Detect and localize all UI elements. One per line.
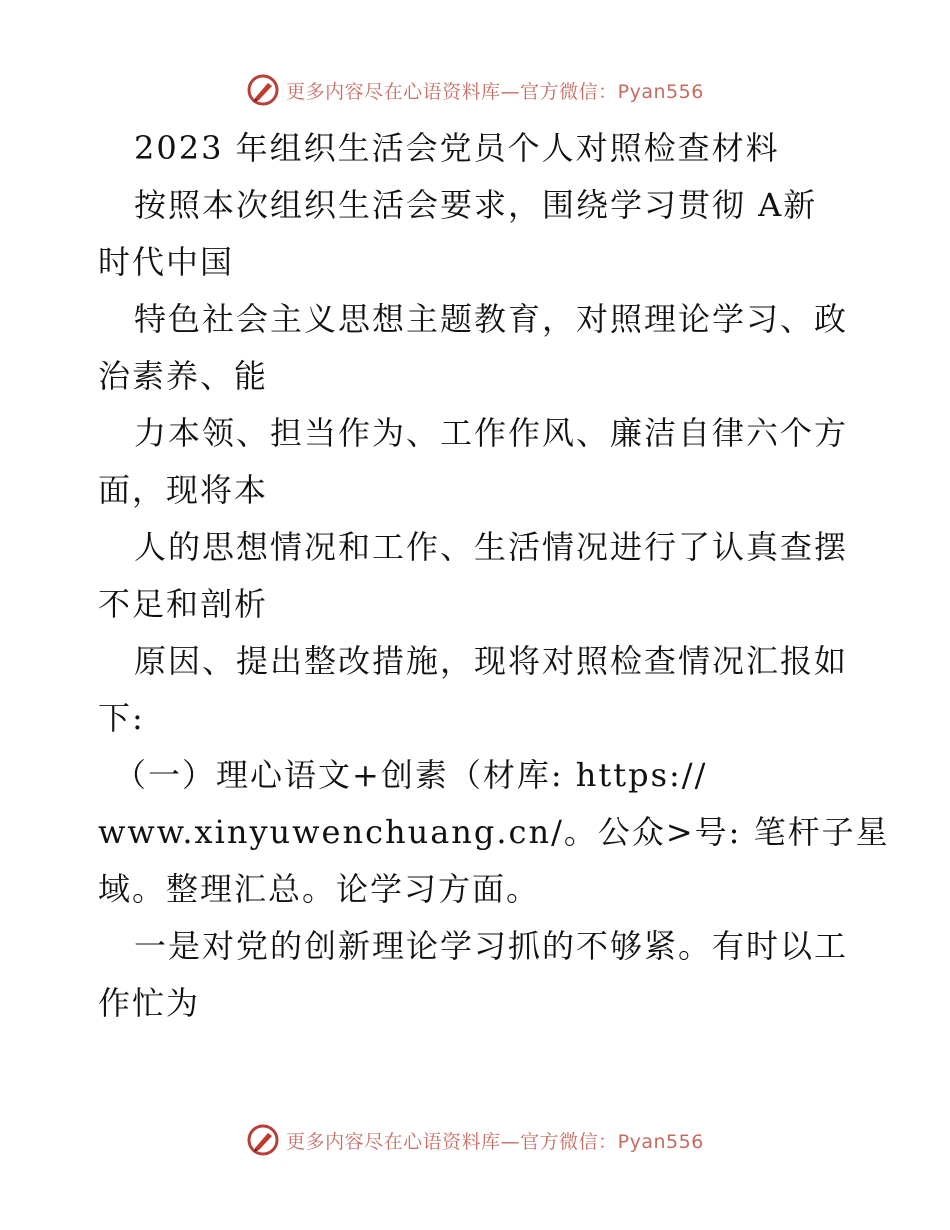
paragraph-line: 原因、提出整改措施，现将对照检查情况汇报如 xyxy=(134,642,849,680)
bottom-banner-text: 更多内容尽在心语资料库—官方微信：Pyan556 xyxy=(286,1130,704,1153)
paragraph-line: 下: xyxy=(98,699,145,737)
paragraph-line: 面，现将本 xyxy=(98,471,269,509)
paragraph-line: 按照本次组织生活会要求，围绕学习贯彻 A新 xyxy=(134,186,818,224)
paragraph-line: 不足和剖析 xyxy=(98,585,269,623)
bottom-watermark-banner xyxy=(0,1120,950,1160)
section-heading-line: （一）理心语文+创素（材库: https:// xyxy=(114,756,708,794)
paragraph-line: 时代中国 xyxy=(98,243,235,281)
paragraph-line: 人的思想情况和工作、生活情况进行了认真查摆 xyxy=(134,528,849,566)
paragraph-line: 力本领、担当作为、工作作风、廉洁自律六个方 xyxy=(134,414,849,452)
paragraph-line: www.xinyuwenchuang.cn/。公众>号: 笔杆子星 xyxy=(98,813,890,851)
paragraph-line: 特色社会主义思想主题教育，对照理论学习、政 xyxy=(134,300,849,338)
paragraph-line: 治素养、能 xyxy=(98,357,269,395)
paragraph-line: 作忙为 xyxy=(98,984,201,1022)
paragraph-line: 域。整理汇总。论学习方面。 xyxy=(98,870,541,908)
pen-logo-icon xyxy=(246,1123,280,1157)
document-body xyxy=(98,120,890,1032)
paragraph-line: 一是对党的创新理论学习抓的不够紧。有时以工 xyxy=(134,927,849,965)
document-title: 2023 年组织生活会党员个人对照检查材料 xyxy=(134,129,780,167)
pen-logo-icon xyxy=(246,73,280,107)
top-watermark-banner xyxy=(0,70,950,110)
top-banner-text: 更多内容尽在心语资料库—官方微信：Pyan556 xyxy=(286,80,704,103)
